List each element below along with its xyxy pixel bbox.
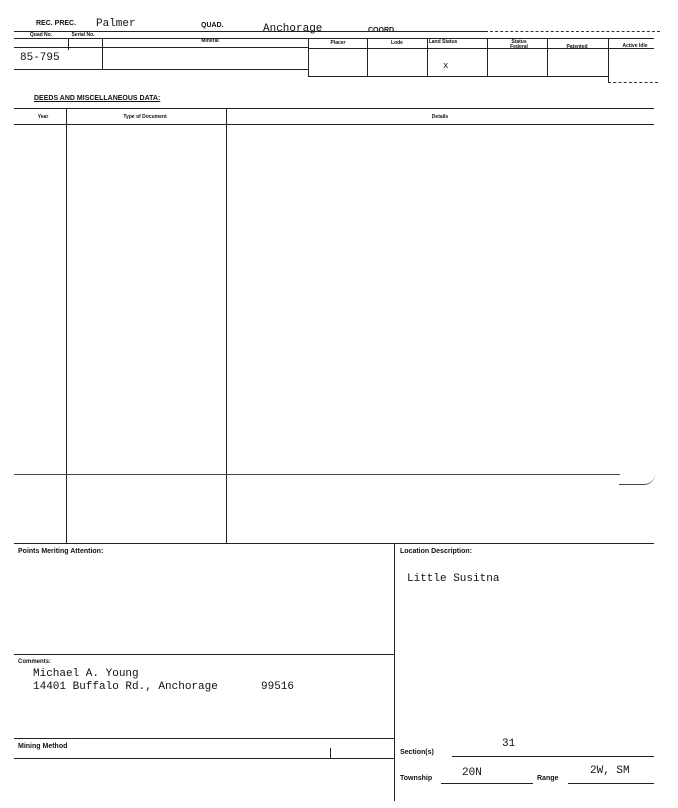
col-details: Details (431, 114, 449, 120)
mining-method-label: Mining Method (18, 743, 68, 750)
quad-label: QUAD. (201, 22, 224, 29)
comments-address: 14401 Buffalo Rd., Anchorage (33, 681, 218, 693)
range-value: 2W, SM (590, 765, 630, 777)
comments-label: Comments: (18, 659, 52, 665)
township-label: Township (400, 775, 433, 782)
section-label: Section(s) (400, 749, 434, 756)
col-active-idle: Active Idle (622, 43, 648, 49)
section-value: 31 (502, 738, 516, 750)
col-year: Year (37, 114, 49, 120)
col-quad-no: Quad No. (29, 32, 53, 38)
rec-prec-label: REC. PREC. (36, 20, 77, 27)
location-label: Location Description: (400, 548, 472, 555)
points-label: Points Meriting Attention: (18, 548, 104, 555)
col-lode: Lode (391, 40, 403, 46)
land-status-mark: x (443, 61, 449, 71)
col-type-of-document: Type of Document (123, 114, 167, 120)
col-land-status: Land Status (428, 39, 458, 45)
deeds-title: DEEDS AND MISCELLANEOUS DATA: (34, 95, 161, 102)
township-value: 20N (462, 767, 482, 779)
quad-serial-value: 85-795 (20, 52, 60, 64)
comments-zip: 99516 (261, 681, 295, 693)
col-placer: Placer (330, 40, 346, 46)
col-mineral: Mineral (201, 38, 219, 44)
col-serial-no: Serial No. (71, 32, 95, 38)
comments-name: Michael A. Young (33, 668, 139, 680)
header-rule-dashed (490, 31, 660, 32)
coord-label: COORD. (368, 27, 396, 34)
township-line (441, 783, 533, 784)
col-status-federal: Status Federal (510, 39, 528, 50)
range-label: Range (537, 775, 559, 782)
location-value: Little Susitna (407, 573, 500, 585)
range-line (568, 783, 654, 784)
rec-prec-value: Palmer (96, 18, 136, 30)
section-line (452, 756, 654, 757)
col-patented: Patented (566, 44, 588, 50)
quad-value: Anchorage (263, 23, 323, 35)
